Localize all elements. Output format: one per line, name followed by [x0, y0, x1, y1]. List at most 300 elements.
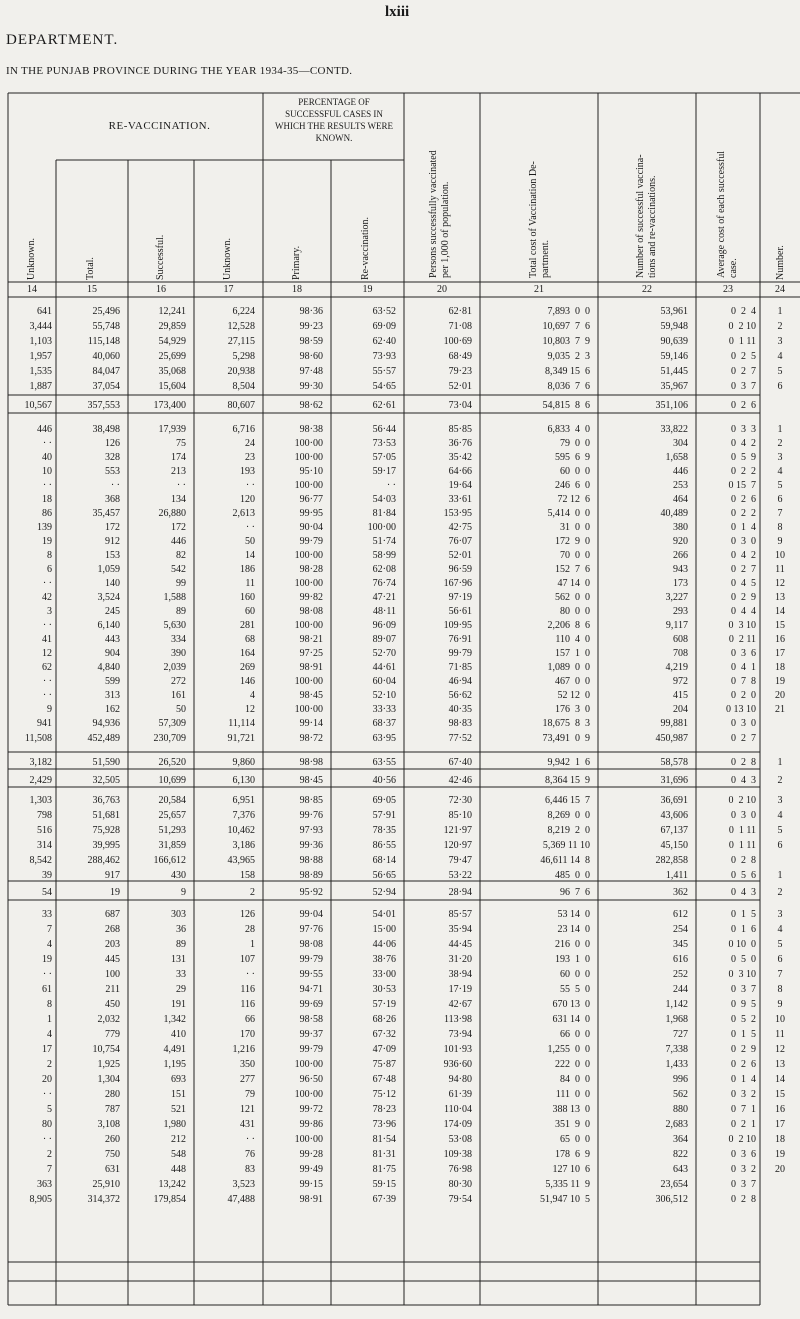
table-cell: 38,498 [92, 424, 120, 435]
table-cell: 63·52 [372, 306, 396, 317]
table-cell: 68·37 [372, 718, 396, 729]
table-cell: 153·95 [443, 508, 472, 519]
table-cell: 84 0 0 [560, 1074, 590, 1085]
table-cell: 8 [777, 522, 783, 533]
table-cell: 779 [105, 1029, 120, 1040]
table-cell: 12 [245, 704, 255, 715]
table-cell: 40,489 [660, 508, 688, 519]
table-cell: 115,148 [87, 336, 120, 347]
table-cell: · · [245, 480, 255, 491]
table-cell: 44·06 [372, 939, 396, 950]
table-cell: 254 [673, 924, 688, 935]
table-cell: 23 [245, 452, 255, 463]
table-cell: 33,822 [660, 424, 688, 435]
table-cell: 553 [105, 466, 120, 477]
table-cell: 62·40 [372, 336, 396, 347]
table-cell: 9 [181, 887, 186, 898]
table-cell: 4,840 [97, 662, 120, 673]
table-cell: 99·76 [299, 810, 323, 821]
table-cell: 97·93 [299, 825, 323, 836]
table-cell: 45,150 [660, 840, 688, 851]
table-cell: 31,696 [660, 775, 688, 786]
table-cell: 431 [240, 1119, 255, 1130]
table-cell: 98·85 [299, 795, 323, 806]
table-cell: 26,520 [158, 757, 186, 768]
table-cell: 94,936 [92, 718, 120, 729]
table-cell: 708 [673, 648, 688, 659]
table-cell: 11 [775, 564, 785, 575]
table-cell: 4 [777, 466, 783, 477]
table-cell: 0 2 8 [731, 855, 756, 866]
table-cell: 73·96 [372, 1119, 396, 1130]
table-cell: 42·67 [448, 999, 472, 1010]
table-cell: 357,553 [87, 400, 120, 411]
table-cell: 71·08 [448, 321, 472, 332]
table-cell: 3 [777, 909, 783, 920]
table-cell: 260 [105, 1134, 120, 1145]
table-cell: 599 [105, 676, 120, 687]
table-cell: 8,504 [232, 381, 255, 392]
table-cell: 66 [245, 1014, 255, 1025]
table-cell: 19 [775, 1149, 785, 1160]
table-cell: 51,947 10 5 [540, 1194, 590, 1205]
table-cell: 8,219 2 0 [547, 825, 590, 836]
table-cell: 5,298 [232, 351, 255, 362]
table-cell: 56·44 [372, 424, 396, 435]
table-cell: 2,039 [163, 662, 186, 673]
table-cell: 350 [240, 1059, 255, 1070]
table-cell: 548 [171, 1149, 186, 1160]
table-cell: 99·14 [299, 718, 323, 729]
table-cell: 116 [240, 999, 255, 1010]
table-cell: 126 [105, 438, 120, 449]
table-cell: 448 [171, 1164, 186, 1175]
table-cell: 78·23 [372, 1104, 396, 1115]
table-cell: 0 3 6 [731, 648, 756, 659]
table-cell: 98·36 [299, 306, 323, 317]
table-cell: 443 [105, 634, 120, 645]
table-cell: 63·95 [372, 733, 396, 744]
table-cell: 14 [775, 1074, 785, 1085]
table-cell: 78·35 [372, 825, 396, 836]
table-cell: 20,584 [158, 795, 186, 806]
table-cell: 0 2 6 [731, 400, 756, 411]
table-cell: 7 [47, 924, 52, 935]
table-cell: 293 [673, 606, 688, 617]
page-subtitle: IN THE PUNJAB PROVINCE DURING THE YEAR 1934-35—CONTD. [6, 65, 353, 77]
table-cell: 388 13 0 [552, 1104, 590, 1115]
table-cell: 36,763 [92, 795, 120, 806]
table-cell: 0 2 7 [731, 564, 756, 575]
table-cell: 20,938 [227, 366, 255, 377]
table-cell: 167·96 [443, 578, 472, 589]
table-cell: 368 [105, 494, 120, 505]
table-cell: 121 [240, 1104, 255, 1115]
table-cell: 25,496 [92, 306, 120, 317]
table-cell: 157 1 0 [555, 648, 590, 659]
table-cell: 76·74 [372, 578, 396, 589]
column-number: 17 [223, 284, 234, 295]
table-cell: 0 3 7 [731, 984, 756, 995]
table-cell: 445 [105, 954, 120, 965]
table-cell: 6,224 [232, 306, 255, 317]
table-cell: 56·61 [448, 606, 472, 617]
table-cell: 608 [673, 634, 688, 645]
table-cell: 7 [777, 969, 783, 980]
table-cell: 4 [47, 1029, 52, 1040]
table-cell: 81·75 [372, 1164, 396, 1175]
table-cell: 15,604 [158, 381, 186, 392]
table-cell: 166,612 [153, 855, 186, 866]
table-cell: · · [245, 969, 255, 980]
table-cell: 0 3 10 [728, 969, 756, 980]
table-cell: 2,429 [29, 775, 52, 786]
table-cell: 116 [240, 984, 255, 995]
table-cell: 73·04 [448, 400, 472, 411]
table-cell: 99·55 [299, 969, 323, 980]
table-cell: 58,578 [660, 757, 688, 768]
table-cell: 15 [775, 1089, 785, 1100]
table-cell: 0 2 7 [731, 733, 756, 744]
table-cell: 76·07 [448, 536, 472, 547]
table-cell: 172 9 0 [555, 536, 590, 547]
table-cell: 0 3 3 [731, 424, 756, 435]
table-cell: 0 4 4 [731, 606, 756, 617]
table-cell: 1,980 [163, 1119, 186, 1130]
table-cell: 44·45 [448, 939, 472, 950]
table-cell: 390 [171, 648, 186, 659]
table-cell: 33·33 [372, 704, 396, 715]
table-cell: 127 10 6 [552, 1164, 590, 1175]
table-cell: 281 [240, 620, 255, 631]
table-cell: 0 3 0 [731, 810, 756, 821]
table-cell: 3 [47, 606, 52, 617]
table-cell: 54·01 [372, 909, 396, 920]
table-cell: 0 1 4 [731, 522, 756, 533]
table-cell: 542 [171, 564, 186, 575]
table-cell: 0 4 3 [731, 775, 756, 786]
table-cell: 616 [673, 954, 688, 965]
table-cell: 6 [47, 564, 52, 575]
table-cell: 59,146 [660, 351, 688, 362]
table-cell: 173,400 [153, 400, 186, 411]
table-cell: 36 [176, 924, 186, 935]
table-cell: 46,611 14 8 [540, 855, 590, 866]
table-cell: 59,948 [660, 321, 688, 332]
table-cell: 98·08 [299, 939, 323, 950]
table-cell: 4,219 [665, 662, 688, 673]
table-cell: 1,142 [665, 999, 688, 1010]
table-cell: 54·03 [372, 494, 396, 505]
table-cell: 268 [105, 924, 120, 935]
table-cell: 1,925 [97, 1059, 120, 1070]
table-cell: 3,444 [29, 321, 52, 332]
table-cell: 0 3 0 [731, 536, 756, 547]
revaccination-header: RE-VACCINATION. [108, 120, 211, 132]
table-cell: 73·53 [372, 438, 396, 449]
table-cell: 99,881 [660, 718, 688, 729]
table-cell: 3,227 [665, 592, 688, 603]
table-cell: 126 [240, 909, 255, 920]
table-cell: 6,833 4 0 [547, 424, 590, 435]
table-cell: · · [42, 969, 52, 980]
table-cell: 98·89 [299, 870, 323, 881]
table-cell: 2 [777, 438, 783, 449]
table-cell: 288,462 [87, 855, 120, 866]
table-cell: 1,957 [29, 351, 52, 362]
table-cell: 120 [240, 494, 255, 505]
table-cell: 57·19 [372, 999, 396, 1010]
table-cell: 0 5 2 [731, 1014, 756, 1025]
table-cell: 7 [47, 1164, 52, 1175]
table-cell: 0 4 1 [731, 662, 756, 673]
table-cell: 10,567 [24, 400, 52, 411]
table-cell: 3 [777, 452, 783, 463]
table-cell: 8 [47, 999, 52, 1010]
table-cell: · · [245, 1134, 255, 1145]
table-cell: 28·94 [448, 887, 472, 898]
table-cell: 2,683 [665, 1119, 688, 1130]
table-cell: 111 0 0 [555, 1089, 590, 1100]
table-cell: 19 [42, 954, 52, 965]
table-cell: 3 [777, 336, 783, 347]
table-cell: 98·91 [299, 1194, 323, 1205]
table-cell: 67·40 [448, 757, 472, 768]
table-cell: 160 [240, 592, 255, 603]
table-cell: 6,130 [232, 775, 255, 786]
table-cell: 0 15 7 [728, 480, 756, 491]
table-cell: 1,216 [232, 1044, 255, 1055]
table-cell: 0 3 6 [731, 1149, 756, 1160]
table-cell: 96·09 [372, 620, 396, 631]
table-cell: 0 3 0 [731, 718, 756, 729]
table-cell: 1 [777, 306, 783, 317]
table-cell: 631 14 0 [552, 1014, 590, 1025]
table-cell: 363 [37, 1179, 52, 1190]
table-cell: 23 14 0 [557, 924, 590, 935]
table-cell: 5,630 [163, 620, 186, 631]
table-cell: 1,588 [163, 592, 186, 603]
table-cell: 8,542 [29, 855, 52, 866]
table-cell: 8 [777, 984, 783, 995]
table-cell: 55 5 0 [560, 984, 590, 995]
table-cell: 52 12 0 [557, 690, 590, 701]
table-cell: 57·05 [372, 452, 396, 463]
table-cell: 9 [47, 704, 52, 715]
table-cell: 33 [42, 909, 52, 920]
table-cell: 51·74 [372, 536, 396, 547]
col-unknown-prev-header: Unknown. [26, 238, 37, 280]
table-cell: 162 [105, 704, 120, 715]
table-cell: 95·10 [299, 466, 323, 477]
table-cell: 266 [673, 550, 688, 561]
table-cell: 38·76 [372, 954, 396, 965]
table-cell: 35·42 [448, 452, 472, 463]
column-number: 19 [362, 284, 373, 295]
table-cell: 450 [105, 999, 120, 1010]
table-cell: 173 [673, 578, 688, 589]
table-cell: 174 [171, 452, 186, 463]
table-cell: 3,182 [29, 757, 52, 768]
table-cell: 59·15 [372, 1179, 396, 1190]
table-cell: 99·82 [299, 592, 323, 603]
table-cell: 0 7 1 [731, 1104, 756, 1115]
table-cell: 9 [777, 999, 783, 1010]
table-cell: 467 0 0 [555, 676, 590, 687]
table-cell: 6,140 [97, 620, 120, 631]
table-cell: 51,445 [660, 366, 688, 377]
table-cell: 380 [673, 522, 688, 533]
column-number: 16 [156, 284, 166, 295]
table-cell: 20 [42, 1074, 52, 1085]
table-cell: 53 14 0 [557, 909, 590, 920]
table-cell: 40·35 [448, 704, 472, 715]
table-cell: 9,860 [232, 757, 255, 768]
table-cell: 37,054 [92, 381, 120, 392]
table-cell: 0 2 10 [728, 1134, 756, 1145]
table-cell: 3,108 [97, 1119, 120, 1130]
table-cell: 35,457 [92, 508, 120, 519]
table-cell: 100·00 [367, 522, 396, 533]
table-cell: 12 [42, 648, 52, 659]
table-cell: 17·19 [448, 984, 472, 995]
table-cell: 17 [775, 648, 785, 659]
table-cell: 245 [105, 606, 120, 617]
table-cell: 0 2 9 [731, 592, 756, 603]
table-cell: 415 [673, 690, 688, 701]
table-cell: 269 [240, 662, 255, 673]
table-cell: 562 [673, 1089, 688, 1100]
table-cell: 0 4 2 [731, 438, 756, 449]
table-cell: · · [42, 1089, 52, 1100]
table-cell: 14 [245, 550, 255, 561]
table-cell: 1 [777, 424, 783, 435]
table-cell: 303 [171, 909, 186, 920]
table-cell: 99·15 [299, 1179, 323, 1190]
table-cell: 80·30 [448, 1179, 472, 1190]
col-persons-header: Persons successfully vaccinated per 1,000 of population. [428, 150, 451, 278]
table-cell: 47,488 [227, 1194, 255, 1205]
table-cell: 193 [240, 466, 255, 477]
table-cell: 76·91 [448, 634, 472, 645]
table-cell: 75·12 [372, 1089, 396, 1100]
table-cell: 54·65 [372, 381, 396, 392]
table-cell: 80 0 0 [560, 606, 590, 617]
table-cell: 11,114 [228, 718, 255, 729]
table-cell: 62·08 [372, 564, 396, 575]
table-cell: 65 0 0 [560, 1134, 590, 1145]
table-cell: 0 1 11 [728, 825, 756, 836]
table-cell: 83 [245, 1164, 255, 1175]
table-cell: 57,309 [158, 718, 186, 729]
table-cell: 101·93 [443, 1044, 472, 1055]
table-cell: 35,967 [660, 381, 688, 392]
table-cell: 464 [673, 494, 688, 505]
table-cell: 15·00 [372, 924, 396, 935]
table-cell: 204 [673, 704, 688, 715]
table-cell: 96 7 6 [560, 887, 590, 898]
table-cell: 100·00 [294, 1134, 323, 1145]
table-cell: 0 4 3 [731, 887, 756, 898]
table-cell: 0 2 9 [731, 1044, 756, 1055]
table-cell: 100 [105, 969, 120, 980]
table-cell: 72·30 [448, 795, 472, 806]
table-cell: 97·19 [448, 592, 472, 603]
table-cell: 12 [775, 578, 785, 589]
table-cell: 80,607 [227, 400, 255, 411]
table-cell: 44·61 [372, 662, 396, 673]
table-cell: 100·00 [294, 620, 323, 631]
table-cell: 5 [777, 480, 783, 491]
table-cell: 0 1 11 [728, 336, 756, 347]
table-cell: 30·53 [372, 984, 396, 995]
table-cell: · · [176, 480, 186, 491]
table-cell: 4 [777, 924, 783, 935]
table-cell: 100·69 [443, 336, 472, 347]
table-cell: 936·60 [443, 1059, 472, 1070]
table-cell: 53·22 [448, 870, 472, 881]
table-cell: 17 [775, 1119, 785, 1130]
table-cell: 98·58 [299, 1014, 323, 1025]
table-cell: 99 [176, 578, 186, 589]
table-cell: · · [42, 676, 52, 687]
table-cell: 100·00 [294, 704, 323, 715]
table-cell: 98·08 [299, 606, 323, 617]
table-cell: 912 [105, 536, 120, 547]
column-number: 24 [775, 284, 785, 295]
table-cell: 97·25 [299, 648, 323, 659]
table-cell: 0 4 2 [731, 550, 756, 561]
table-cell: 21 [775, 704, 785, 715]
table-cell: 1,195 [163, 1059, 186, 1070]
table-cell: 0 10 0 [728, 939, 756, 950]
table-cell: 99·69 [299, 999, 323, 1010]
table-cell: 71·85 [448, 662, 472, 673]
column-number: 20 [437, 284, 447, 295]
table-cell: 2 [777, 775, 783, 786]
table-cell: 643 [673, 1164, 688, 1175]
table-cell: 50 [245, 536, 255, 547]
table-cell: 9,035 2 3 [547, 351, 590, 362]
table-cell: 277 [240, 1074, 255, 1085]
table-cell: 85·85 [448, 424, 472, 435]
table-cell: 151 [171, 1089, 186, 1100]
table-cell: 33·00 [372, 969, 396, 980]
table-cell: 2 [47, 1059, 52, 1070]
table-cell: 10 [775, 550, 785, 561]
col-number-header: Number. [775, 245, 786, 280]
table-cell: 0 2 4 [731, 306, 756, 317]
table-cell: 24 [245, 438, 255, 449]
table-cell: 51,293 [158, 825, 186, 836]
table-cell: 172 [171, 522, 186, 533]
table-cell: 13 [775, 592, 785, 603]
table-cell: 27,115 [227, 336, 255, 347]
table-cell: 6 [777, 494, 783, 505]
table-cell: 1,059 [97, 564, 120, 575]
table-cell: 79·23 [448, 366, 472, 377]
table-cell: 0 2 10 [728, 795, 756, 806]
percentage-header: PERCENTAGE OF SUCCESSFUL CASES IN WHICH THE RESULTS WERE KNOWN. [274, 97, 394, 143]
table-cell: 100·00 [294, 1089, 323, 1100]
table-cell: 58·99 [372, 550, 396, 561]
table-cell: 67·32 [372, 1029, 396, 1040]
table-cell: 687 [105, 909, 120, 920]
table-cell: 100·00 [294, 578, 323, 589]
table-cell: 562 0 0 [555, 592, 590, 603]
table-cell: 82 [176, 550, 186, 561]
table-cell: 1,342 [163, 1014, 186, 1025]
